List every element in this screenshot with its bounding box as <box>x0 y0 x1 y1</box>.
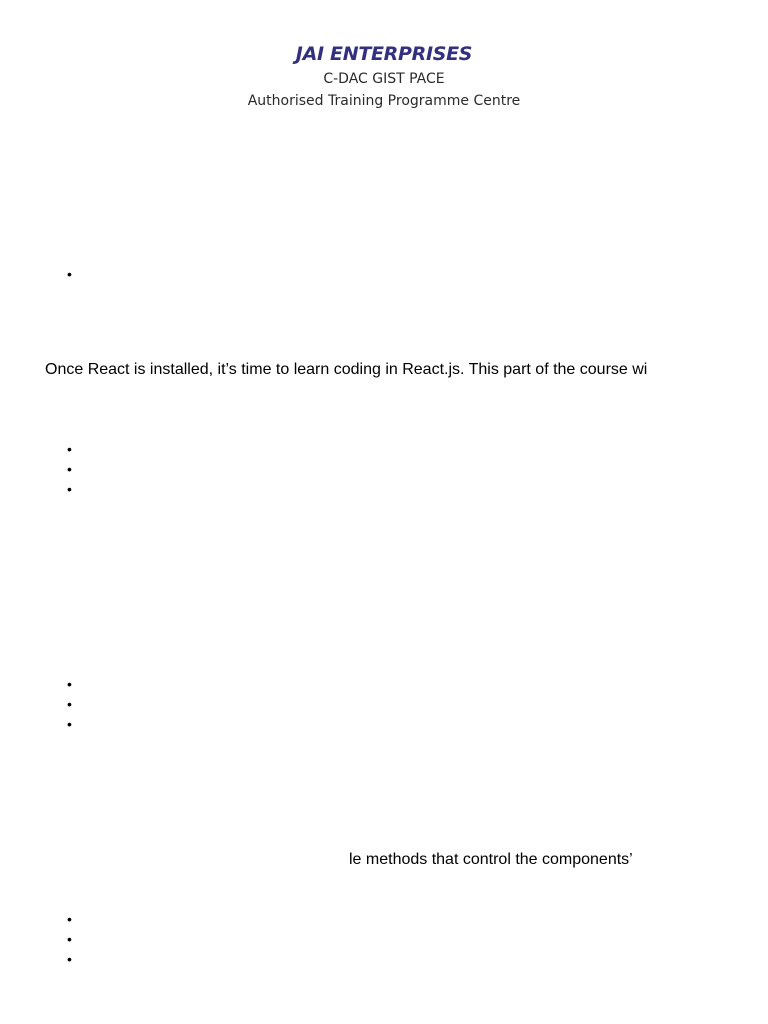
bullet-marker: • <box>67 461 72 477</box>
bullet-marker: • <box>67 676 72 692</box>
organization-name: JAI ENTERPRISES <box>295 43 473 65</box>
paragraph-text: le methods that control the components’ <box>349 851 633 868</box>
paragraph-text: Once React is installed, it’s time to learn coding in React.js. This part of the course wi <box>45 361 648 378</box>
bullet-marker: • <box>67 931 72 947</box>
bullet-marker: • <box>67 911 72 927</box>
bullet-marker: • <box>67 696 72 712</box>
organization-subtitle: C-DAC GIST PACE <box>323 71 445 87</box>
bullet-marker: • <box>67 266 72 282</box>
bullet-marker: • <box>67 716 72 732</box>
bullet-marker: • <box>67 441 72 457</box>
letterhead <box>0 40 768 112</box>
bullet-marker: • <box>67 481 72 497</box>
organization-tagline: Authorised Training Programme Centre <box>247 93 521 109</box>
bullet-marker: • <box>67 951 72 967</box>
